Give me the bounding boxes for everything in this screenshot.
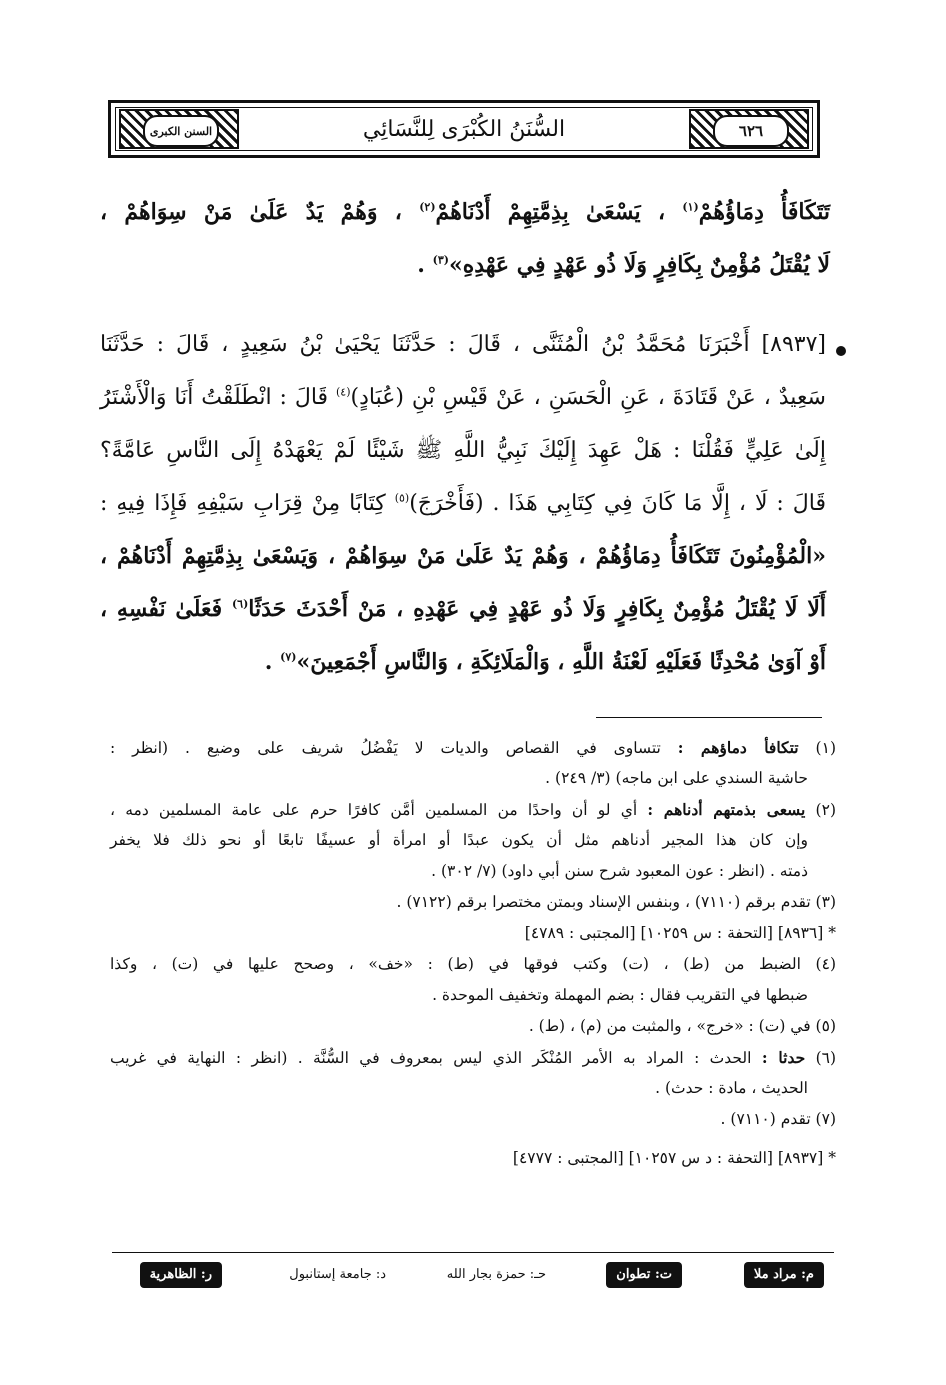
page-header <box>108 100 820 158</box>
footnote-ref: (١) <box>682 200 699 214</box>
footnote-7: (٧) تقدم (٧١١٠) . <box>720 1110 836 1128</box>
footnote-1-cont: حاشية السندي على ابن ماجه) (٣/ ٢٤٩) . <box>545 769 808 787</box>
footnote-ref: (٧) <box>280 650 297 664</box>
reference-8937: * [٨٩٣٧] [التحفة : د س ١٠٢٥٧] [المجتبى : ٤٧٧٧] <box>512 1149 836 1167</box>
book-emblem: السنن الكبرى <box>143 115 219 147</box>
text-line: قَالَ : لَا ، إِلَّا مَا كَانَ فِي كِتَابِي هَذَا . (فَأَخْرَجَ)$^{(٥)}$ كِتَابًا مِنْ قِرَابِ سَيْفِهِ فَإِذَا فِيهِ : <box>100 491 826 516</box>
footnote-5: (٥) في (ت) : «خرج» ، والمثبت من (م) ، (ط) . <box>528 1017 836 1035</box>
ornament-left <box>119 109 239 149</box>
text-line: [٨٩٣٧] أَخْبَرَنَا مُحَمَّدُ بْنُ الْمُثَنَّى ، قَالَ : حَدَّثَنَا يَحْيَىٰ بْنُ سَعِيدٍ ، قَالَ : حَدَّثَنَا <box>100 332 826 357</box>
text-line: أَوْ آوَىٰ مُحْدِثًا فَعَلَيْهِ لَعْنَةُ اللَّهِ ، وَالْمَلَائِكَةِ ، وَالنَّاسِ أَجْمَعِينَ»$^{(٧)}$ . <box>264 649 826 675</box>
footnote-separator <box>596 717 822 718</box>
hadith-bullet <box>836 346 846 356</box>
footer-rule <box>112 1252 834 1253</box>
footnote-ref: (٤) <box>336 385 351 399</box>
footnote-ref: (٦) <box>231 597 249 611</box>
manuscript-label-d: د: جامعة إستانبول <box>289 1267 386 1282</box>
text-line: إِلَىٰ عَلِيٍّ فَقُلْنَا : هَلْ عَهِدَ إِلَيْكَ نَبِيُّ اللَّهِ ﷺ شَيْئًا لَمْ يَعْهَدْهُ إِلَى النَّاسِ عَامَّةً؟ <box>100 438 826 463</box>
footnote-6: (٦) حدثا : الحدث : المراد به الأمر المُنْكَر الذي ليس بمعروف في السُّنَّة . (انظر : النهاية في غريب <box>110 1048 837 1067</box>
footnote-3: (٣) تقدم برقم (٧١١٠) ، وبنفس الإسناد وبمتن مختصرا برقم (٧١٢٢) . <box>396 893 836 911</box>
manuscript-tag-m: م: مراد ملا <box>744 1262 824 1288</box>
reference-8936: * [٨٩٣٦] [التحفة : س ١٠٢٥٩] [المجتبى : ٤٧٨٩] <box>524 924 836 942</box>
footnote-2: (٢) يسعى بذمتهم أدناهم : أي لو أن واحدًا من المسلمين أمَّن كافرًا حرم على عامة المسلمين دمه ، <box>110 800 836 819</box>
footnote-4: (٤) الضبط من (ط) ، (ت) وكتب فوقها في (ط) : «خف» ، وصحح عليها في (ت) ، وكذا <box>110 955 836 973</box>
hadith-continuation <box>100 186 830 292</box>
footnotes <box>110 732 836 1174</box>
text-line: تَتَكَافَأُ دِمَاؤُهُمْ$^{(١)}$ ، يَسْعَىٰ بِذِمَّتِهِمْ أَدْنَاهُمْ$^{(٢)}$ ، وَهُمْ يَدٌ عَلَىٰ مَنْ سِوَاهُمْ ، <box>100 199 830 225</box>
manuscript-tag-r: ر: الظاهرية <box>140 1262 222 1288</box>
footnote-ref: (٣) <box>432 253 449 267</box>
hadith-8937 <box>100 318 826 689</box>
footnote-4-cont: ضبطها في التقريب فقال : بضم المهملة وتخفيف الموحدة . <box>432 986 808 1004</box>
footnote-1: (١) تتكافأ دماؤهم : تتساوى في القصاص والديات لا يَفْضُلُ شريف على وضيع . (انظر : <box>110 738 836 757</box>
page-number: ٦٢٦ <box>713 115 789 147</box>
footnote-2-cont: ذمته . (انظر : عون المعبود شرح سنن أبي داود) (٧/ ٣٠٢) . <box>431 862 808 880</box>
text-line: سَعِيدٌ ، عَنْ قَتَادَةَ ، عَنِ الْحَسَنِ ، عَنْ قَيْسِ بْنِ (عُبَادٍ)$^{(٤)}$ قَالَ : انْطَلَقْتُ أَنَا وَالْأَشْتَرُ <box>100 385 826 410</box>
manuscript-tag-t: ت: تطوان <box>606 1262 682 1288</box>
text-line: لَا يُقْتَلُ مُؤْمِنٌ بِكَافِرٍ وَلَا ذُو عَهْدٍ فِي عَهْدِهِ»$^{(٣)}$ . <box>417 252 830 278</box>
text-line: أَلَا لَا يُقْتَلُ مُؤْمِنٌ بِكَافِرٍ وَلَا ذُو عَهْدٍ فِي عَهْدِهِ ، مَنْ أَحْدَثَ حَدَثًا$^{(٦)}$ فَعَلَىٰ نَفْسِهِ ، <box>100 596 826 622</box>
footnote-2-cont: وإن كان هذا المجير أدناهم مثل أن يكون عبدًا أو امرأة أو عسيفًا تابعًا أو نحو ذلك فلا يخفر <box>110 831 808 849</box>
footnote-6-cont: الحديث ، مادة : حدث) . <box>655 1079 808 1097</box>
footnote-ref: (٢) <box>419 200 436 214</box>
footnote-ref: (٥) <box>394 491 410 505</box>
ornament-right <box>689 109 809 149</box>
book-title: السُّنَنُ الكُبْرَى لِلنَّسَائِي <box>362 116 566 142</box>
manuscript-label-h: حـ: حمزة بجار الله <box>446 1267 546 1282</box>
text-line: «الْمُؤْمِنُونَ تَتَكَافَأُ دِمَاؤُهُمْ ، وَهُمْ يَدٌ عَلَىٰ مَنْ سِوَاهُمْ ، وَيَسْعَىٰ بِذِمَّتِهِمْ أَدْنَاهُمْ ، <box>100 543 826 569</box>
